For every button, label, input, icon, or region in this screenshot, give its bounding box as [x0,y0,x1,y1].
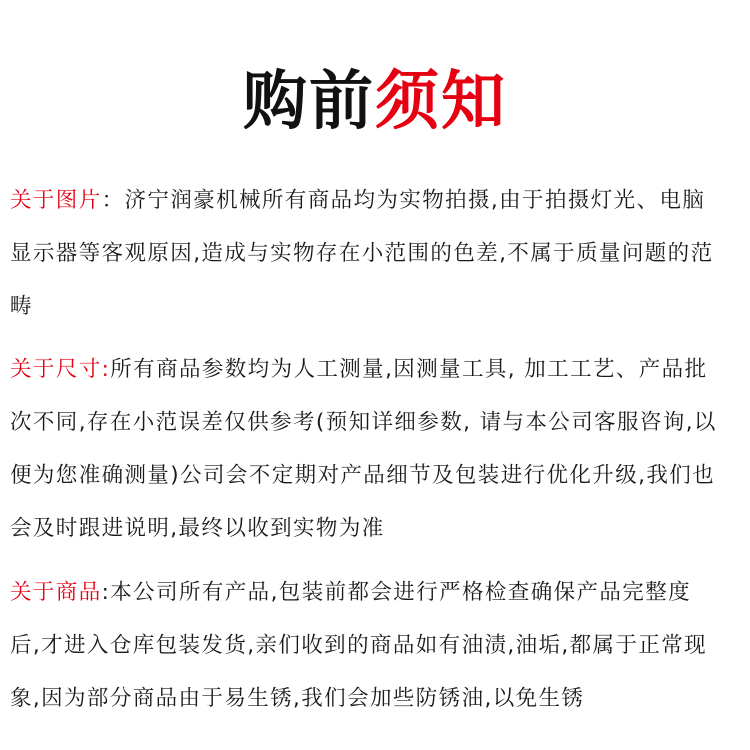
section-label-size: 关于尺寸 [10,357,102,382]
section-text-pictures: 济宁润豪机械所有商品均为实物拍摄,由于拍摄灯光、电脑显示器等客观原因,造成与实物存在小范围的色差,不属于质量问题的范畴 [10,188,714,319]
section-separator: : [101,357,111,382]
page-title-black: 购前 [243,65,375,139]
page-title-red: 须知 [375,65,507,139]
section-separator: : [101,580,111,605]
section-separator: ： [101,188,125,213]
section-pictures [10,174,722,333]
section-label-products: 关于商品 [10,580,102,605]
page-title [0,62,750,142]
section-products [10,566,722,725]
section-text-size: 所有商品参数均为人工测量,因测量工具, 加工工艺、产品批次不同,存在小范误差仅供参考(预知详细参数, 请与本公司客服咨询,以便为您准确测量)公司会不定期对产品细节及包装进行优化升级,我们也会及时跟进说明,最终以收到实物为准 [10,357,717,541]
section-size [10,343,722,555]
section-label-pictures: 关于图片 [10,188,102,213]
section-text-products: 本公司所有产品,包装前都会进行严格检查确保产品完整度后,才进入仓库包装发货,亲们收到的商品如有油渍,油垢,都属于正常现象,因为部分商品由于易生锈,我们会加些防锈油,以免生锈 [10,580,708,711]
